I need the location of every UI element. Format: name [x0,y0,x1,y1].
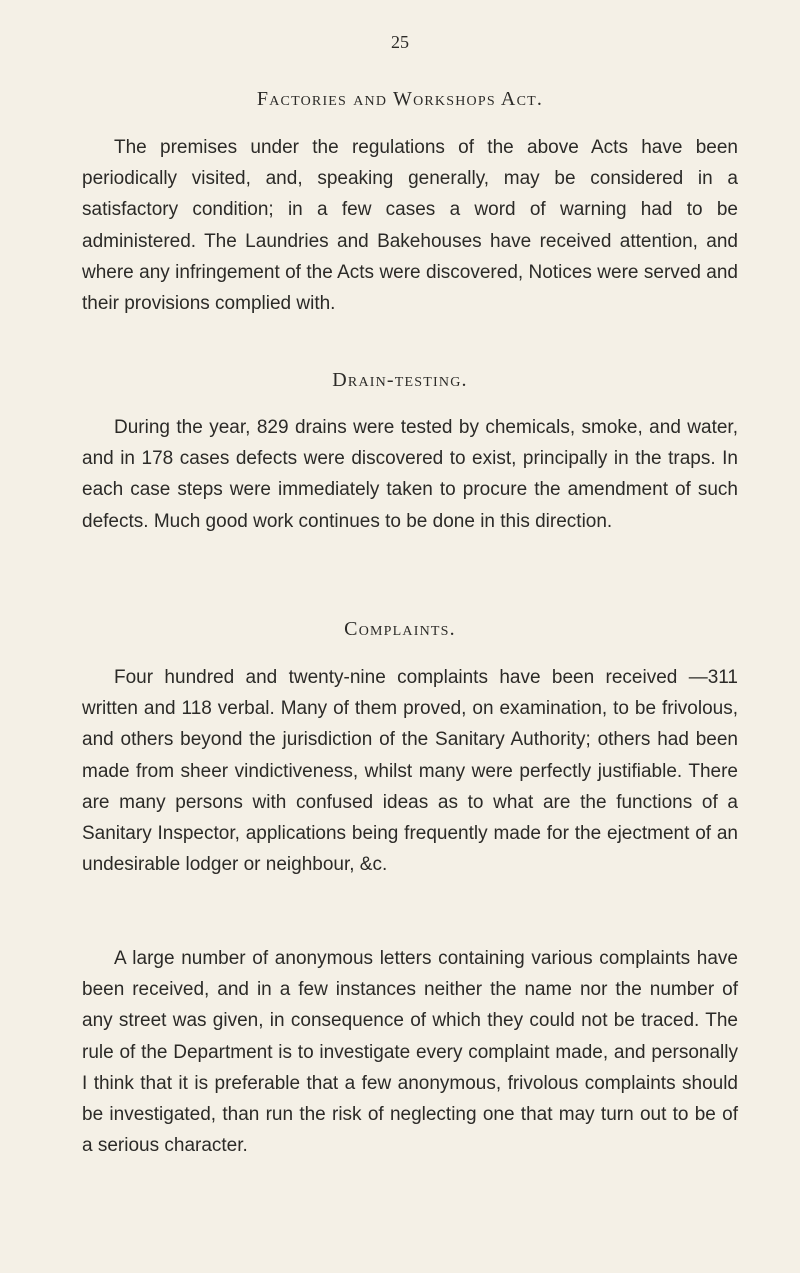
paragraph-complaints-1: Four hundred and twenty-nine complaints have been received —311 written and 118 verbal. Many of them proved, on examination, to be frivolous, and others beyond the jurisdiction of the Sanitary Authority; others had been made from sheer vindictiveness, whilst many were perfectly justifiable. There are many persons with confused ideas as to what are the functions of a Sanitary Inspector, applications being frequently made for the ejectment of an undesirable lodger or neighbour, &c. [82,667,738,876]
paragraph-factories-workshops: The premises under the regulations of the above Acts have been periodically visited, and, speaking generally, may be considered in a satisfactory condition; in a few cases a word of warning had to be administered. The Laundries and Bakehouses have received attention, and where any infringement of the Acts were discovered, Notices were served and their provisions complied with. [82,137,738,315]
heading-drain-testing: Drain-testing. [332,369,468,391]
paragraph-complaints-2: A large number of anonymous letters containing various complaints have been received, and in a few instances neither the name nor the number of any street was given, in consequence of which they could not be traced. The rule of the Department is to investigate every complaint made, and personally I think that it is preferable that a few anonymous, frivolous complaints should be investigated, than run the risk of neglecting one that may turn out to be of a serious character. [82,948,738,1157]
heading-factories-workshops: Factories and Workshops Act. [256,88,544,110]
paragraph-drain-testing: During the year, 829 drains were tested by chemicals, smoke, and water, and in 178 cases defects were discovered to exist, principally in the traps. In each case steps were immediately taken to procure the amendment of such defects. Much good work continues to be done in this direction. [82,417,738,532]
page-number: 25 [391,32,409,52]
heading-complaints: Complaints. [344,618,456,640]
